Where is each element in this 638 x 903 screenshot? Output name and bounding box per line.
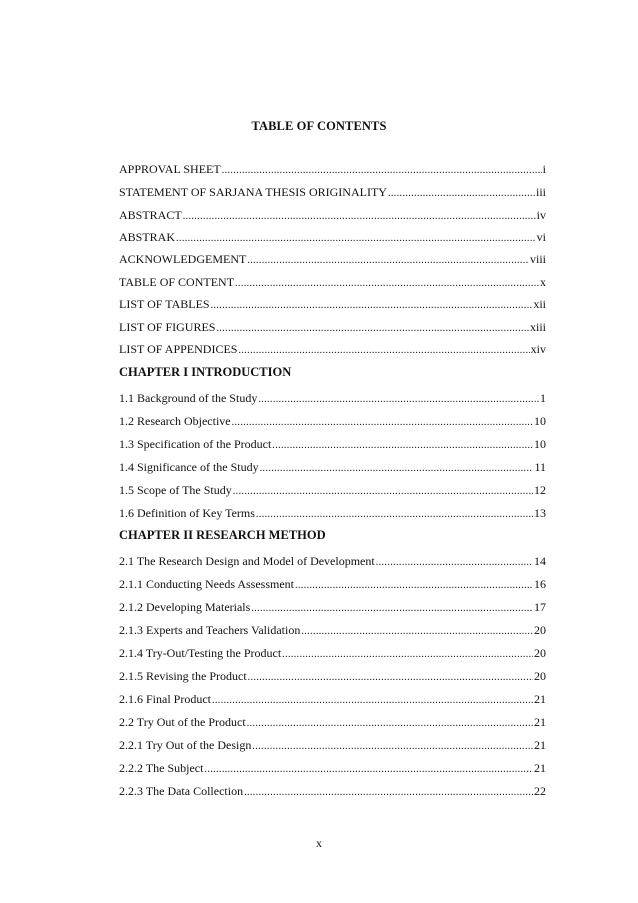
toc-entry-list-of-tables <box>119 297 546 311</box>
toc-entry-acknowledgement <box>119 252 546 266</box>
dot-leader <box>252 740 533 754</box>
toc-entry-approval-sheet <box>119 162 546 176</box>
toc-entry <box>119 460 546 474</box>
toc-entry-page: 21 <box>534 738 546 752</box>
toc-entry-page: x <box>540 275 546 289</box>
toc-entry-page: vi <box>536 230 546 244</box>
toc-entry <box>119 715 546 729</box>
toc-entry-page: 20 <box>534 646 546 660</box>
dot-leader <box>233 485 533 499</box>
toc-entry-page: iii <box>535 185 546 199</box>
toc-entry-page: 13 <box>534 506 546 520</box>
toc-entry-label: 1.1 Background of the Study <box>119 391 258 405</box>
toc-entry-page: 10 <box>534 414 546 428</box>
toc-entry-page: 16 <box>534 577 546 591</box>
toc-entry <box>119 483 546 497</box>
toc-entry-label: 1.2 Research Objective <box>119 414 231 428</box>
toc-entry-page: iv <box>536 208 546 222</box>
toc-entry-label: ABSTRACT <box>119 208 182 222</box>
dot-leader <box>376 556 533 570</box>
dot-leader <box>244 786 533 800</box>
toc-entry-page: 21 <box>534 715 546 729</box>
toc-entry-page: 1 <box>540 391 546 405</box>
dot-leader <box>232 416 533 430</box>
toc-entry <box>119 414 546 428</box>
dot-leader <box>216 322 529 336</box>
toc-entry-page: 12 <box>534 483 546 497</box>
toc-entry-page: viii <box>529 252 546 266</box>
toc-entry <box>119 692 546 706</box>
toc-entry-label: 2.1.4 Try-Out/Testing the Product <box>119 646 282 660</box>
toc-entry-label: 2.2.3 The Data Collection <box>119 784 244 798</box>
toc-entry-label: 1.6 Definition of Key Terms <box>119 506 255 520</box>
toc-entry-abstract <box>119 208 546 222</box>
toc-entry-page: 21 <box>534 692 546 706</box>
toc-entry <box>119 437 546 451</box>
toc-entry-label: LIST OF APPENDICES <box>119 342 238 356</box>
table-of-contents <box>119 0 546 903</box>
toc-entry-page: 17 <box>534 600 546 614</box>
dot-leader <box>235 277 539 291</box>
dot-leader <box>238 344 529 358</box>
dot-leader <box>247 254 529 268</box>
dot-leader <box>176 232 536 246</box>
dot-leader <box>282 648 533 662</box>
dot-leader <box>251 602 533 616</box>
toc-entry-label: LIST OF FIGURES <box>119 320 216 334</box>
dot-leader <box>211 299 533 313</box>
toc-entry <box>119 391 546 405</box>
toc-entry <box>119 623 546 637</box>
toc-entry-label: 1.5 Scope of The Study <box>119 483 232 497</box>
dot-leader <box>301 625 533 639</box>
toc-entry <box>119 646 546 660</box>
toc-entry-label: 2.1.2 Developing Materials <box>119 600 251 614</box>
toc-entry-label: 2.1 The Research Design and Model of Development <box>119 554 375 568</box>
chapter-heading: CHAPTER II RESEARCH METHOD <box>119 528 326 542</box>
toc-entry <box>119 506 546 520</box>
dot-leader <box>258 393 539 407</box>
toc-entry-label: TABLE OF CONTENT <box>119 275 235 289</box>
toc-entry <box>119 577 546 591</box>
toc-entry-label: ABSTRAK <box>119 230 176 244</box>
toc-entry-page: xiv <box>530 342 546 356</box>
dot-leader <box>183 210 536 224</box>
toc-entry <box>119 761 546 775</box>
toc-entry-originality-statement <box>119 185 546 199</box>
toc-entry-page: 10 <box>534 437 546 451</box>
dot-leader <box>260 462 534 476</box>
toc-entry-page: xiii <box>529 320 546 334</box>
toc-entry-label: 2.2.2 The Subject <box>119 761 204 775</box>
toc-entry <box>119 738 546 752</box>
toc-entry-list-of-figures <box>119 320 546 334</box>
toc-entry-abstrak <box>119 230 546 244</box>
toc-entry-label: ACKNOWLEDGEMENT <box>119 252 247 266</box>
toc-entry-list-of-appendices <box>119 342 546 356</box>
toc-entry-page: xii <box>533 297 546 311</box>
toc-entry-label: APPROVAL SHEET <box>119 162 221 176</box>
toc-entry-table-of-content <box>119 275 546 289</box>
toc-entry-label: 2.2 Try Out of the Product <box>119 715 246 729</box>
toc-entry <box>119 554 546 568</box>
toc-entry-label: 1.4 Significance of the Study <box>119 460 259 474</box>
page-number: x <box>316 836 322 850</box>
dot-leader <box>247 717 533 731</box>
dot-leader <box>204 763 533 777</box>
page-title: TABLE OF CONTENTS <box>251 119 387 133</box>
toc-entry <box>119 600 546 614</box>
toc-entry <box>119 669 546 683</box>
dot-leader <box>212 694 533 708</box>
toc-entry-label: 2.1.6 Final Product <box>119 692 211 706</box>
toc-entry-page: i <box>542 162 546 176</box>
dot-leader <box>222 164 542 178</box>
toc-entry-label: 2.1.1 Conducting Needs Assessment <box>119 577 294 591</box>
toc-entry-label: STATEMENT OF SARJANA THESIS ORIGINALITY <box>119 185 387 199</box>
toc-entry <box>119 784 546 798</box>
toc-entry-page: 11 <box>534 460 546 474</box>
toc-entry-label: 2.1.3 Experts and Teachers Validation <box>119 623 301 637</box>
dot-leader <box>272 439 533 453</box>
dot-leader <box>256 508 533 522</box>
toc-entry-label: 2.1.5 Revising the Product <box>119 669 247 683</box>
toc-entry-page: 20 <box>534 623 546 637</box>
toc-entry-label: LIST OF TABLES <box>119 297 210 311</box>
dot-leader <box>295 579 533 593</box>
chapter-heading: CHAPTER I INTRODUCTION <box>119 365 292 379</box>
toc-entry-label: 1.3 Specification of the Product <box>119 437 272 451</box>
toc-entry-page: 21 <box>534 761 546 775</box>
toc-entry-label: 2.2.1 Try Out of the Design <box>119 738 252 752</box>
toc-entry-page: 14 <box>534 554 546 568</box>
toc-entry-page: 22 <box>534 784 546 798</box>
dot-leader <box>248 671 533 685</box>
dot-leader <box>388 187 535 201</box>
toc-entry-page: 20 <box>534 669 546 683</box>
